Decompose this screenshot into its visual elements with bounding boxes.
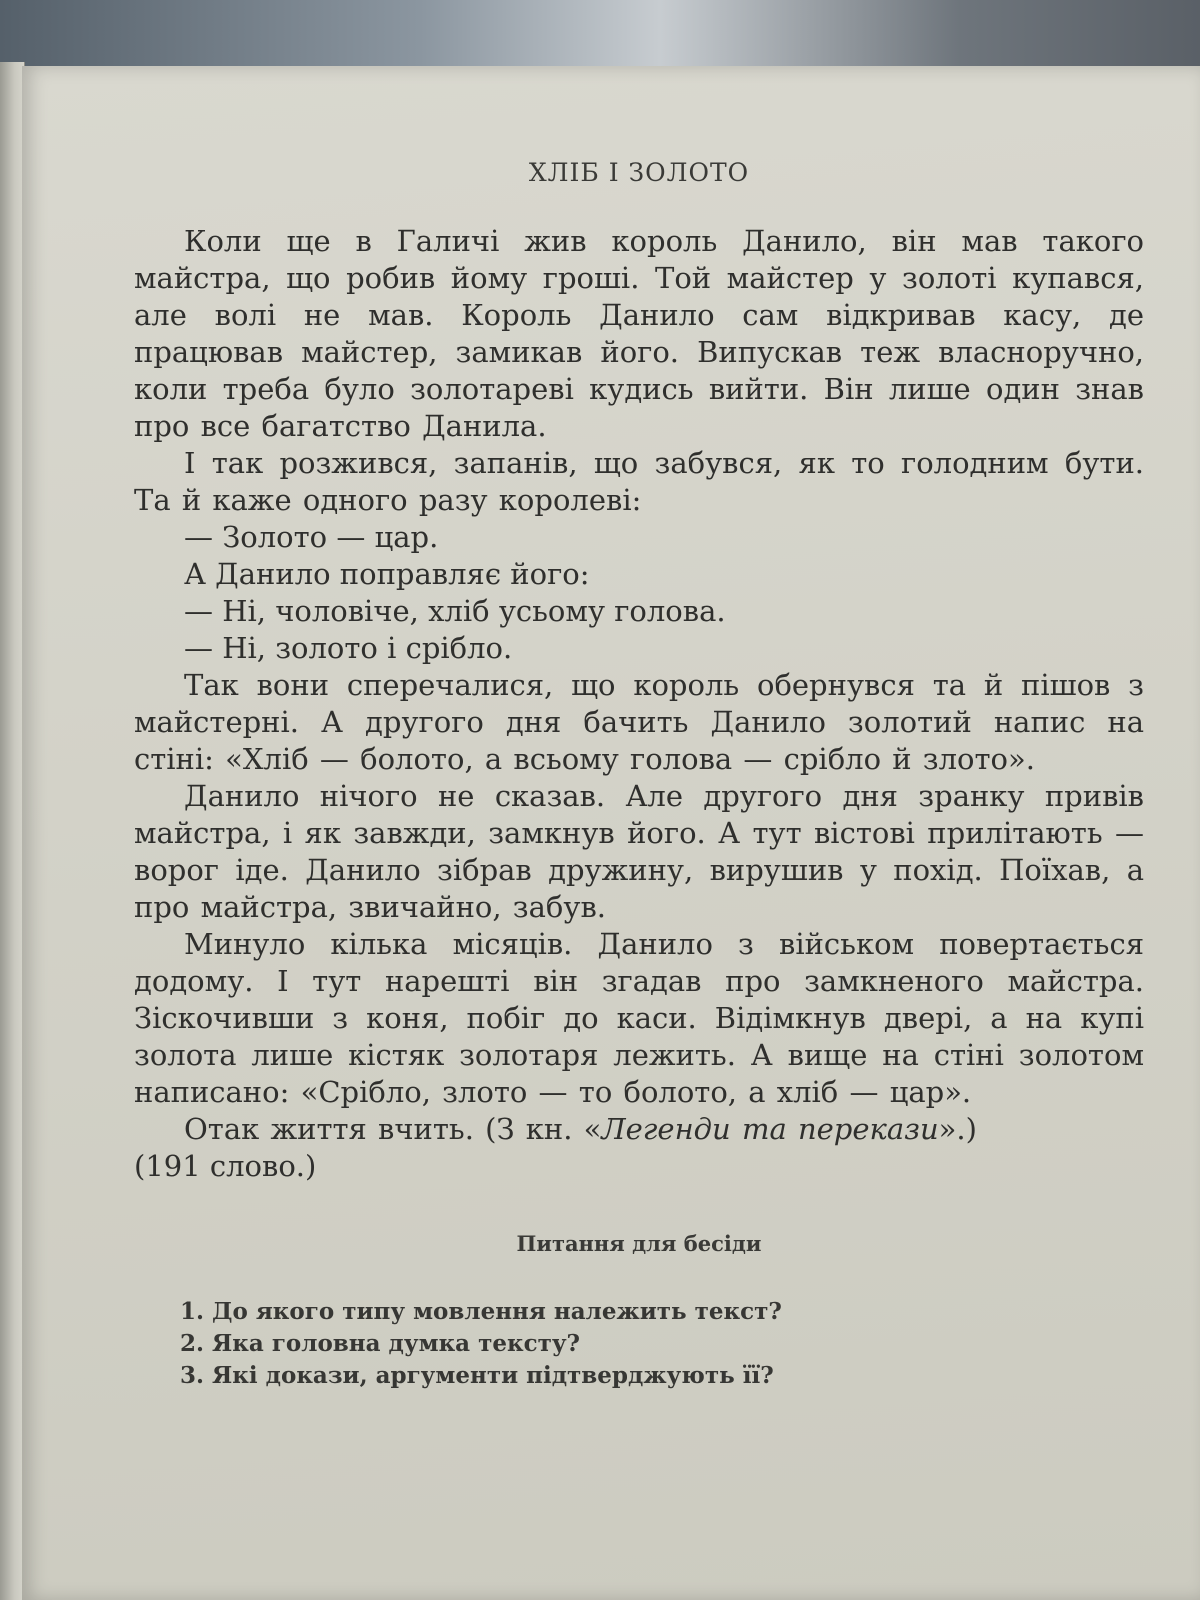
question-item (180, 1328, 1144, 1360)
paragraph-4: Данило нічого не сказав. Але другого дня зранку привів майстра, і як завжди, замкнув його. А тут вістові прилітають — ворог іде. Данило зібрав дружину, вирушив у похід. Поїхав, а про майстра, звичайно, забув. (134, 779, 1144, 924)
closing-text: Отак життя вчить. (З кн. « (184, 1112, 602, 1146)
book-page (22, 66, 1200, 1600)
paragraph-5: Минуло кілька місяців. Данило з військом повертається додому. І тут нарешті він згадав про замкненого майстра. Зіскочивши з коня, побіг до каси. Відімкнув двері, а на купі золота лише кістяк золотаря лежить. А вище на стіні золотом написано: «Срібло, злото — то болото, а хліб — цар». (134, 927, 1144, 1109)
paragraph-1: Коли ще в Галичі жив король Данило, він мав такого майстра, що робив йому гроші. Той майстер у золоті купався, але волі не мав. Король Данило сам відкривав касу, де працював майстер, замикав його. Випускав теж власноручно, коли треба було золотареві кудись вийти. Він лише один знав про все багатство Данила. (134, 224, 1144, 443)
paragraph-3: Так вони сперечалися, що король обернувся та й пішов з майстерні. А другого дня бачить Данило золотий напис на стіні: «Хліб — болото, а всьому голова — срібло й злото». (134, 668, 1144, 776)
page-content (134, 158, 1144, 1392)
dialogue-line-2: А Данило поправляє його: (184, 557, 590, 591)
questions-heading: Питання для бесіди (516, 1231, 762, 1256)
question-item (180, 1296, 1144, 1328)
closing-paragraph (134, 1111, 1144, 1148)
dialogue-line-3: — Ні, чоловіче, хліб усьому голова. (184, 594, 726, 628)
question-item (180, 1360, 1144, 1392)
closing-text-end: ».) (938, 1112, 977, 1146)
question-number: 1. (180, 1298, 205, 1325)
question-number: 3. (180, 1362, 205, 1389)
question-text: Які докази, аргументи підтверджують її? (212, 1362, 774, 1389)
story-title: ХЛІБ І ЗОЛОТО (528, 158, 750, 187)
paragraph-2: І так розжився, запанів, що забувся, як то голодним бути. Та й каже одного разу королеві: (134, 446, 1144, 517)
question-number: 2. (180, 1330, 205, 1357)
questions-list (134, 1296, 1144, 1392)
dialogue-line-1: — Золото — цар. (184, 520, 439, 554)
question-text: Яка головна думка тексту? (212, 1330, 581, 1357)
dialogue-line-4: — Ні, золото і срібло. (184, 631, 513, 665)
word-count: (191 слово.) (134, 1149, 317, 1183)
source-title: Легенди та перекази (601, 1112, 939, 1146)
question-text: До якого типу мовлення належить текст? (212, 1298, 782, 1325)
